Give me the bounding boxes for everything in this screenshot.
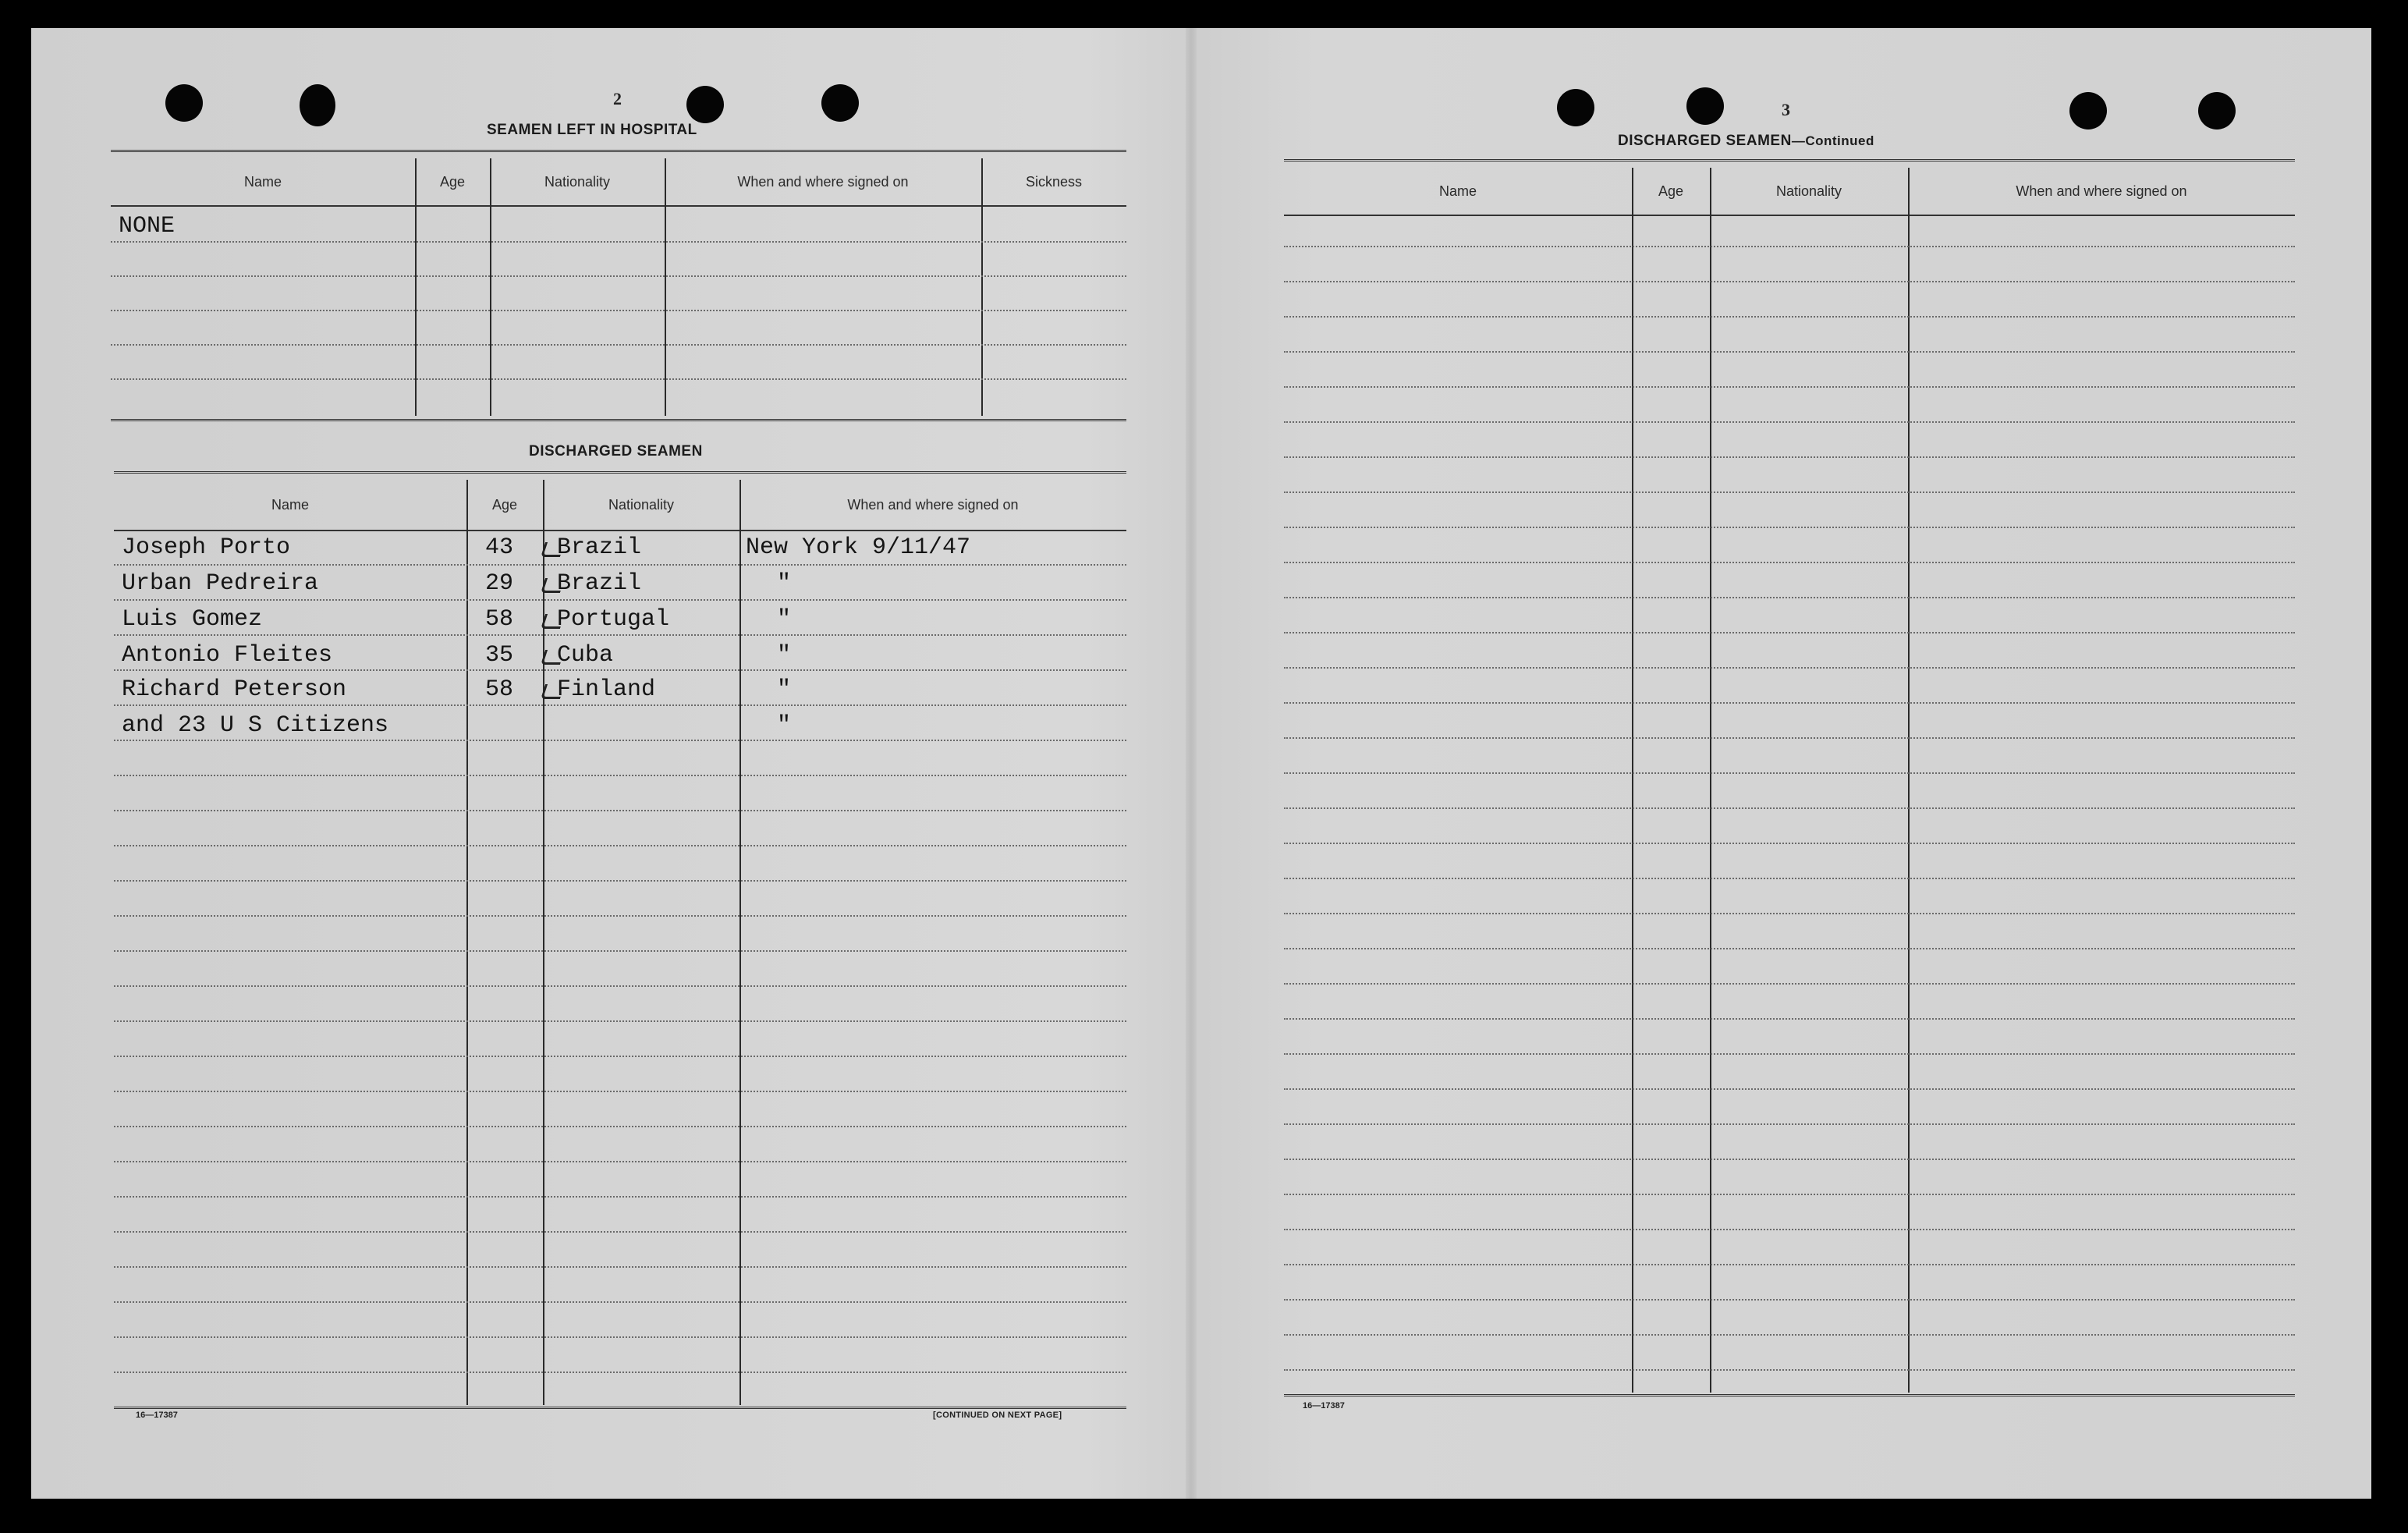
punch-hole bbox=[165, 84, 203, 122]
row-line bbox=[114, 810, 1126, 811]
row-line bbox=[1284, 1194, 2295, 1195]
column-header-name: Name bbox=[243, 173, 282, 190]
continued-note: [CONTINUED ON NEXT PAGE] bbox=[933, 1411, 1062, 1420]
crew-name: Urban Pedreira bbox=[122, 570, 319, 597]
crew-age: 29 bbox=[485, 570, 514, 597]
hospital-section-title: SEAMEN LEFT IN HOSPITAL bbox=[487, 122, 697, 138]
column-divider bbox=[415, 158, 417, 416]
page-gutter bbox=[1186, 28, 1197, 1499]
row-line bbox=[114, 1336, 1126, 1338]
punch-hole bbox=[1557, 89, 1594, 126]
crew-signed-on: " bbox=[777, 606, 792, 633]
row-line bbox=[1284, 1159, 2295, 1160]
row-line bbox=[1284, 246, 2295, 247]
row-line bbox=[114, 1056, 1126, 1057]
row-line bbox=[111, 275, 1126, 277]
row-line bbox=[114, 950, 1126, 952]
row-line bbox=[1284, 807, 2295, 809]
row-line bbox=[1284, 667, 2295, 669]
crew-signed-on: " bbox=[777, 712, 792, 739]
row-line bbox=[1284, 562, 2295, 563]
row-line bbox=[114, 775, 1126, 776]
form-number: 16—17387 bbox=[136, 1411, 178, 1420]
crew-nationality: Brazil bbox=[557, 570, 642, 597]
punch-hole bbox=[2198, 92, 2236, 130]
row-line bbox=[114, 669, 1126, 671]
row-line bbox=[1284, 456, 2295, 458]
row-line bbox=[1284, 1053, 2295, 1055]
crew-name: Luis Gomez bbox=[122, 606, 263, 633]
row-line bbox=[111, 378, 1126, 380]
hospital-table bbox=[111, 150, 1126, 421]
column-header-name: Name bbox=[1438, 183, 1477, 199]
row-line bbox=[1284, 351, 2295, 353]
row-line bbox=[114, 1091, 1126, 1092]
row-line bbox=[114, 704, 1126, 706]
crew-nationality: Portugal bbox=[557, 606, 670, 633]
row-line bbox=[114, 1372, 1126, 1373]
hospital-entry: NONE bbox=[119, 213, 176, 240]
row-line bbox=[1284, 983, 2295, 985]
row-line bbox=[1284, 772, 2295, 774]
row-line bbox=[114, 599, 1126, 601]
discharged-table bbox=[114, 471, 1126, 1409]
crew-nationality: Cuba bbox=[557, 642, 614, 669]
column-header-age: Age bbox=[491, 496, 518, 513]
row-line bbox=[114, 1266, 1126, 1268]
column-divider bbox=[981, 158, 983, 416]
crew-name: Richard Peterson bbox=[122, 676, 347, 703]
column-header-nationality: Nationality bbox=[544, 173, 611, 190]
title-suffix: —Continued bbox=[1791, 133, 1874, 148]
punch-hole bbox=[2069, 92, 2107, 130]
row-line bbox=[1284, 878, 2295, 879]
column-header-age: Age bbox=[1658, 183, 1684, 199]
discharged-continued-header bbox=[1284, 168, 2295, 216]
crew-signed-on: " bbox=[777, 676, 792, 703]
column-header-age: Age bbox=[439, 173, 466, 190]
crew-age: 35 bbox=[485, 642, 514, 669]
punch-hole bbox=[1686, 87, 1724, 125]
row-line bbox=[1284, 948, 2295, 949]
discharged-continued-title bbox=[1618, 133, 1874, 150]
row-line bbox=[114, 1196, 1126, 1198]
column-header-signed-on: When and where signed on bbox=[2016, 183, 2187, 199]
column-header-nationality: Nationality bbox=[1775, 183, 1842, 199]
discharged-section-title: DISCHARGED SEAMEN bbox=[529, 443, 703, 460]
row-line bbox=[114, 634, 1126, 636]
row-line bbox=[114, 1231, 1126, 1233]
row-line bbox=[1284, 1229, 2295, 1230]
column-header-nationality: Nationality bbox=[608, 496, 675, 513]
row-line bbox=[111, 310, 1126, 311]
row-line bbox=[114, 564, 1126, 566]
row-line bbox=[114, 1020, 1126, 1022]
crew-name: Joseph Porto bbox=[122, 534, 291, 561]
row-line bbox=[114, 845, 1126, 846]
column-divider bbox=[490, 158, 491, 416]
row-line bbox=[1284, 1088, 2295, 1090]
row-line bbox=[1284, 1018, 2295, 1020]
row-line bbox=[1284, 737, 2295, 739]
row-line bbox=[1284, 386, 2295, 388]
crew-age: 58 bbox=[485, 676, 514, 703]
hospital-table-header bbox=[111, 158, 1126, 207]
row-line bbox=[1284, 1264, 2295, 1265]
column-header-sickness: Sickness bbox=[1025, 173, 1083, 190]
row-line bbox=[114, 915, 1126, 917]
row-line bbox=[1284, 702, 2295, 704]
form-number: 16—17387 bbox=[1303, 1401, 1345, 1411]
crew-nationality: Finland bbox=[557, 676, 656, 703]
punch-hole bbox=[300, 84, 335, 126]
row-line bbox=[1284, 281, 2295, 282]
discharged-continued-table bbox=[1284, 159, 2295, 1396]
column-header-name: Name bbox=[271, 496, 309, 513]
row-line bbox=[1284, 1334, 2295, 1336]
row-line bbox=[111, 344, 1126, 346]
crew-age: 43 bbox=[485, 534, 514, 561]
row-line bbox=[114, 880, 1126, 882]
row-line bbox=[114, 985, 1126, 987]
column-header-signed-on: When and where signed on bbox=[847, 496, 1019, 513]
row-line bbox=[111, 241, 1126, 243]
row-line bbox=[1284, 316, 2295, 318]
crew-nationality: Brazil bbox=[557, 534, 642, 561]
row-line bbox=[1284, 1369, 2295, 1371]
row-line bbox=[1284, 597, 2295, 598]
row-line bbox=[114, 1301, 1126, 1303]
discharged-table-header bbox=[114, 480, 1126, 531]
row-line bbox=[114, 740, 1126, 741]
crew-signed-on: " bbox=[777, 642, 792, 669]
row-line bbox=[1284, 632, 2295, 633]
crew-signed-on: " bbox=[777, 570, 792, 597]
row-line bbox=[1284, 843, 2295, 844]
column-header-signed-on: When and where signed on bbox=[737, 173, 909, 190]
page-number: 3 bbox=[1782, 100, 1790, 119]
row-line bbox=[1284, 421, 2295, 423]
crew-name: and 23 U S Citizens bbox=[122, 712, 389, 739]
crew-age: 58 bbox=[485, 606, 514, 633]
column-divider bbox=[665, 158, 666, 416]
row-line bbox=[1284, 491, 2295, 493]
row-line bbox=[1284, 1123, 2295, 1125]
row-line bbox=[114, 1126, 1126, 1127]
row-line bbox=[1284, 913, 2295, 914]
punch-hole bbox=[686, 86, 724, 123]
punch-hole bbox=[821, 84, 859, 122]
page-number: 2 bbox=[613, 89, 622, 108]
row-line bbox=[114, 1161, 1126, 1162]
crew-signed-on: New York 9/11/47 bbox=[746, 534, 971, 561]
row-line bbox=[1284, 527, 2295, 528]
crew-name: Antonio Fleites bbox=[122, 642, 333, 669]
row-line bbox=[1284, 1299, 2295, 1301]
title-main: DISCHARGED SEAMEN bbox=[1618, 133, 1792, 149]
